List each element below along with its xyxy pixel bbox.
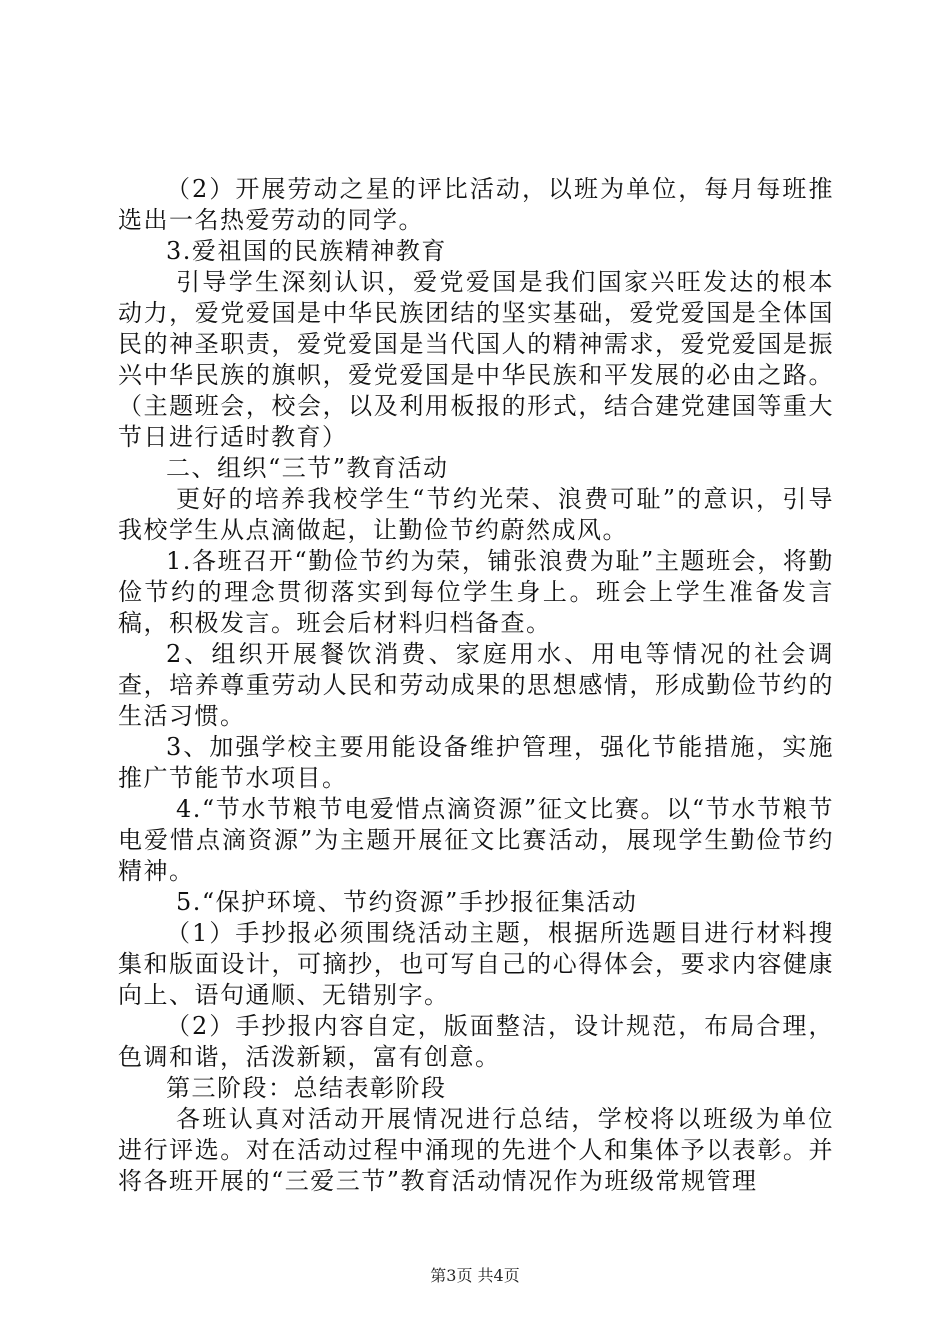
paragraph-summary: 各班认真对活动开展情况进行总结，学校将以班级为单位进行评选。对在活动过程中涌现的先进个人和集体予以表彰。并将各班开展的“三爱三节”教育活动情况作为班级常规管理 [118,1105,834,1195]
paragraph-energy-management: 3、加强学校主要用能设备维护管理，强化节能措施，实施推广节能节水项目。 [118,733,834,792]
heading-three-savings: 二、组织“三节”教育活动 [166,454,449,482]
paragraph-newspaper-rule-2: （2）手抄报内容自定，版面整洁，设计规范，布局合理，色调和谐，活泼新颖，富有创意。 [118,1012,834,1071]
heading-newspaper-activity: 5.“保护环境、节约资源”手抄报征集活动 [176,888,638,916]
heading-stage-three: 第三阶段：总结表彰阶段 [166,1074,447,1102]
heading-patriotism-education: 3.爱祖国的民族精神教育 [166,237,447,265]
paragraph-social-survey: 2、组织开展餐饮消费、家庭用水、用电等情况的社会调查，培养尊重劳动人民和劳动成果的思想感情，形成勤俭节约的生活习惯。 [118,640,834,730]
paragraph-labor-star: （2）开展劳动之星的评比活动，以班为单位，每月每班推选出一名热爱劳动的同学。 [118,175,834,234]
paragraph-class-meeting: 1.各班召开“勤俭节约为荣，铺张浪费为耻”主题班会，将勤俭节约的理念贯彻落实到每位学生身上。班会上学生准备发言稿，积极发言。班会后材料归档备查。 [118,547,834,637]
document-body [118,174,834,1197]
paragraph-newspaper-rule-1: （1）手抄报必须围绕活动主题，根据所选题目进行材料搜集和版面设计，可摘抄，也可写自己的心得体会，要求内容健康向上、语句通顺、无错别字。 [118,919,834,1009]
page-number: 第3页 共4页 [430,1266,520,1285]
paragraph-patriotism: 引导学生深刻认识，爱党爱国是我们国家兴旺发达的根本动力，爱党爱国是中华民族团结的坚实基础，爱党爱国是全体国民的神圣职责，爱党爱国是当代国人的精神需求，爱党爱国是振兴中华民族的旗帜，爱党爱国是中华民族和平发展的必由之路。（主题班会，校会，以及利用板报的形式，结合建党建国等重大节日进行适时教育） [118,268,834,451]
paragraph-essay-contest: 4.“节水节粮节电爱惜点滴资源”征文比赛。以“节水节粮节电爱惜点滴资源”为主题开展征文比赛活动，展现学生勤俭节约精神。 [118,795,834,885]
paragraph-thrift-awareness: 更好的培养我校学生“节约光荣、浪费可耻”的意识，引导我校学生从点滴做起，让勤俭节约蔚然成风。 [118,485,834,544]
